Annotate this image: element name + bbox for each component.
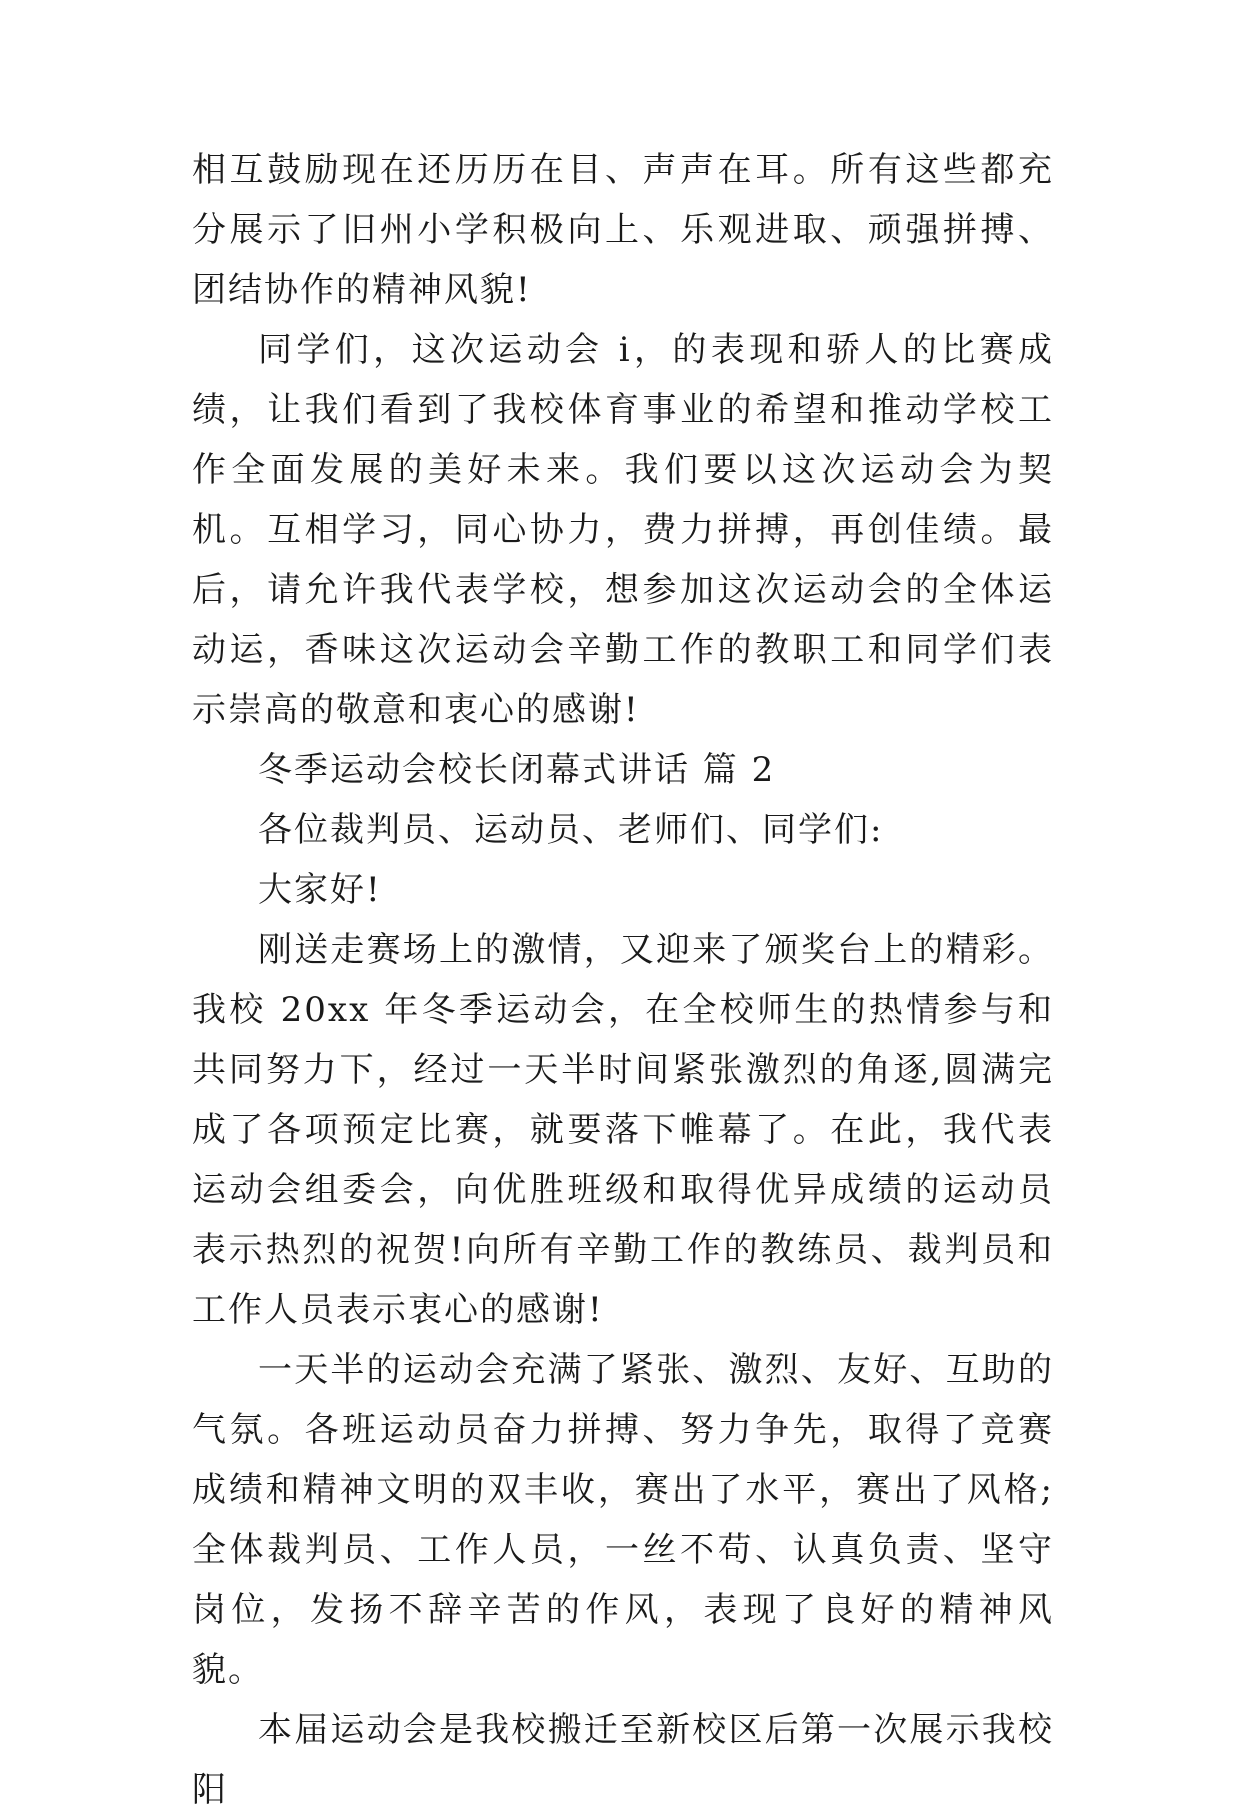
greeting: 大家好! <box>258 870 382 910</box>
document-body <box>192 140 1054 1820</box>
paragraph-new-campus: 本届运动会是我校搬迁至新校区后第一次展示我校阳 <box>192 1710 1054 1810</box>
section-heading: 冬季运动会校长闭幕式讲话 篇 2 <box>258 750 776 790</box>
paragraph-opening: 刚送走赛场上的激情，又迎来了颁奖台上的精彩。我校 20xx 年冬季运动会，在全校师生的热情参与和共同努力下，经过一天半时间紧张激烈的角逐,圆满完成了各项预定比赛，就要落下帷幕了。在此，我代表运动会组委会，向优胜班级和取得优异成绩的运动员表示热烈的祝贺!向所有辛勤工作的教练员、裁判员和工作人员表示衷心的感谢! <box>192 930 1054 1330</box>
paragraph-closing: 同学们，这次运动会 i，的表现和骄人的比赛成绩，让我们看到了我校体育事业的希望和推动学校工作全面发展的美好未来。我们要以这次运动会为契机。互相学习，同心协力，费力拼搏，再创佳绩。最后，请允许我代表学校，想参加这次运动会的全体运动运，香味这次运动会辛勤工作的教职工和同学们表示崇高的敬意和衷心的感谢! <box>192 330 1054 730</box>
salutation: 各位裁判员、运动员、老师们、同学们: <box>258 810 884 850</box>
paragraph-continuation: 相互鼓励现在还历历在目、声声在耳。所有这些都充分展示了旧州小学积极向上、乐观进取、顽强拼搏、团结协作的精神风貌! <box>192 150 1054 310</box>
paragraph-atmosphere: 一天半的运动会充满了紧张、激烈、友好、互助的气氛。各班运动员奋力拼搏、努力争先，取得了竞赛成绩和精神文明的双丰收，赛出了水平，赛出了风格;全体裁判员、工作人员，一丝不苟、认真负责、坚守岗位，发扬不辞辛苦的作风，表现了良好的精神风貌。 <box>192 1350 1054 1690</box>
